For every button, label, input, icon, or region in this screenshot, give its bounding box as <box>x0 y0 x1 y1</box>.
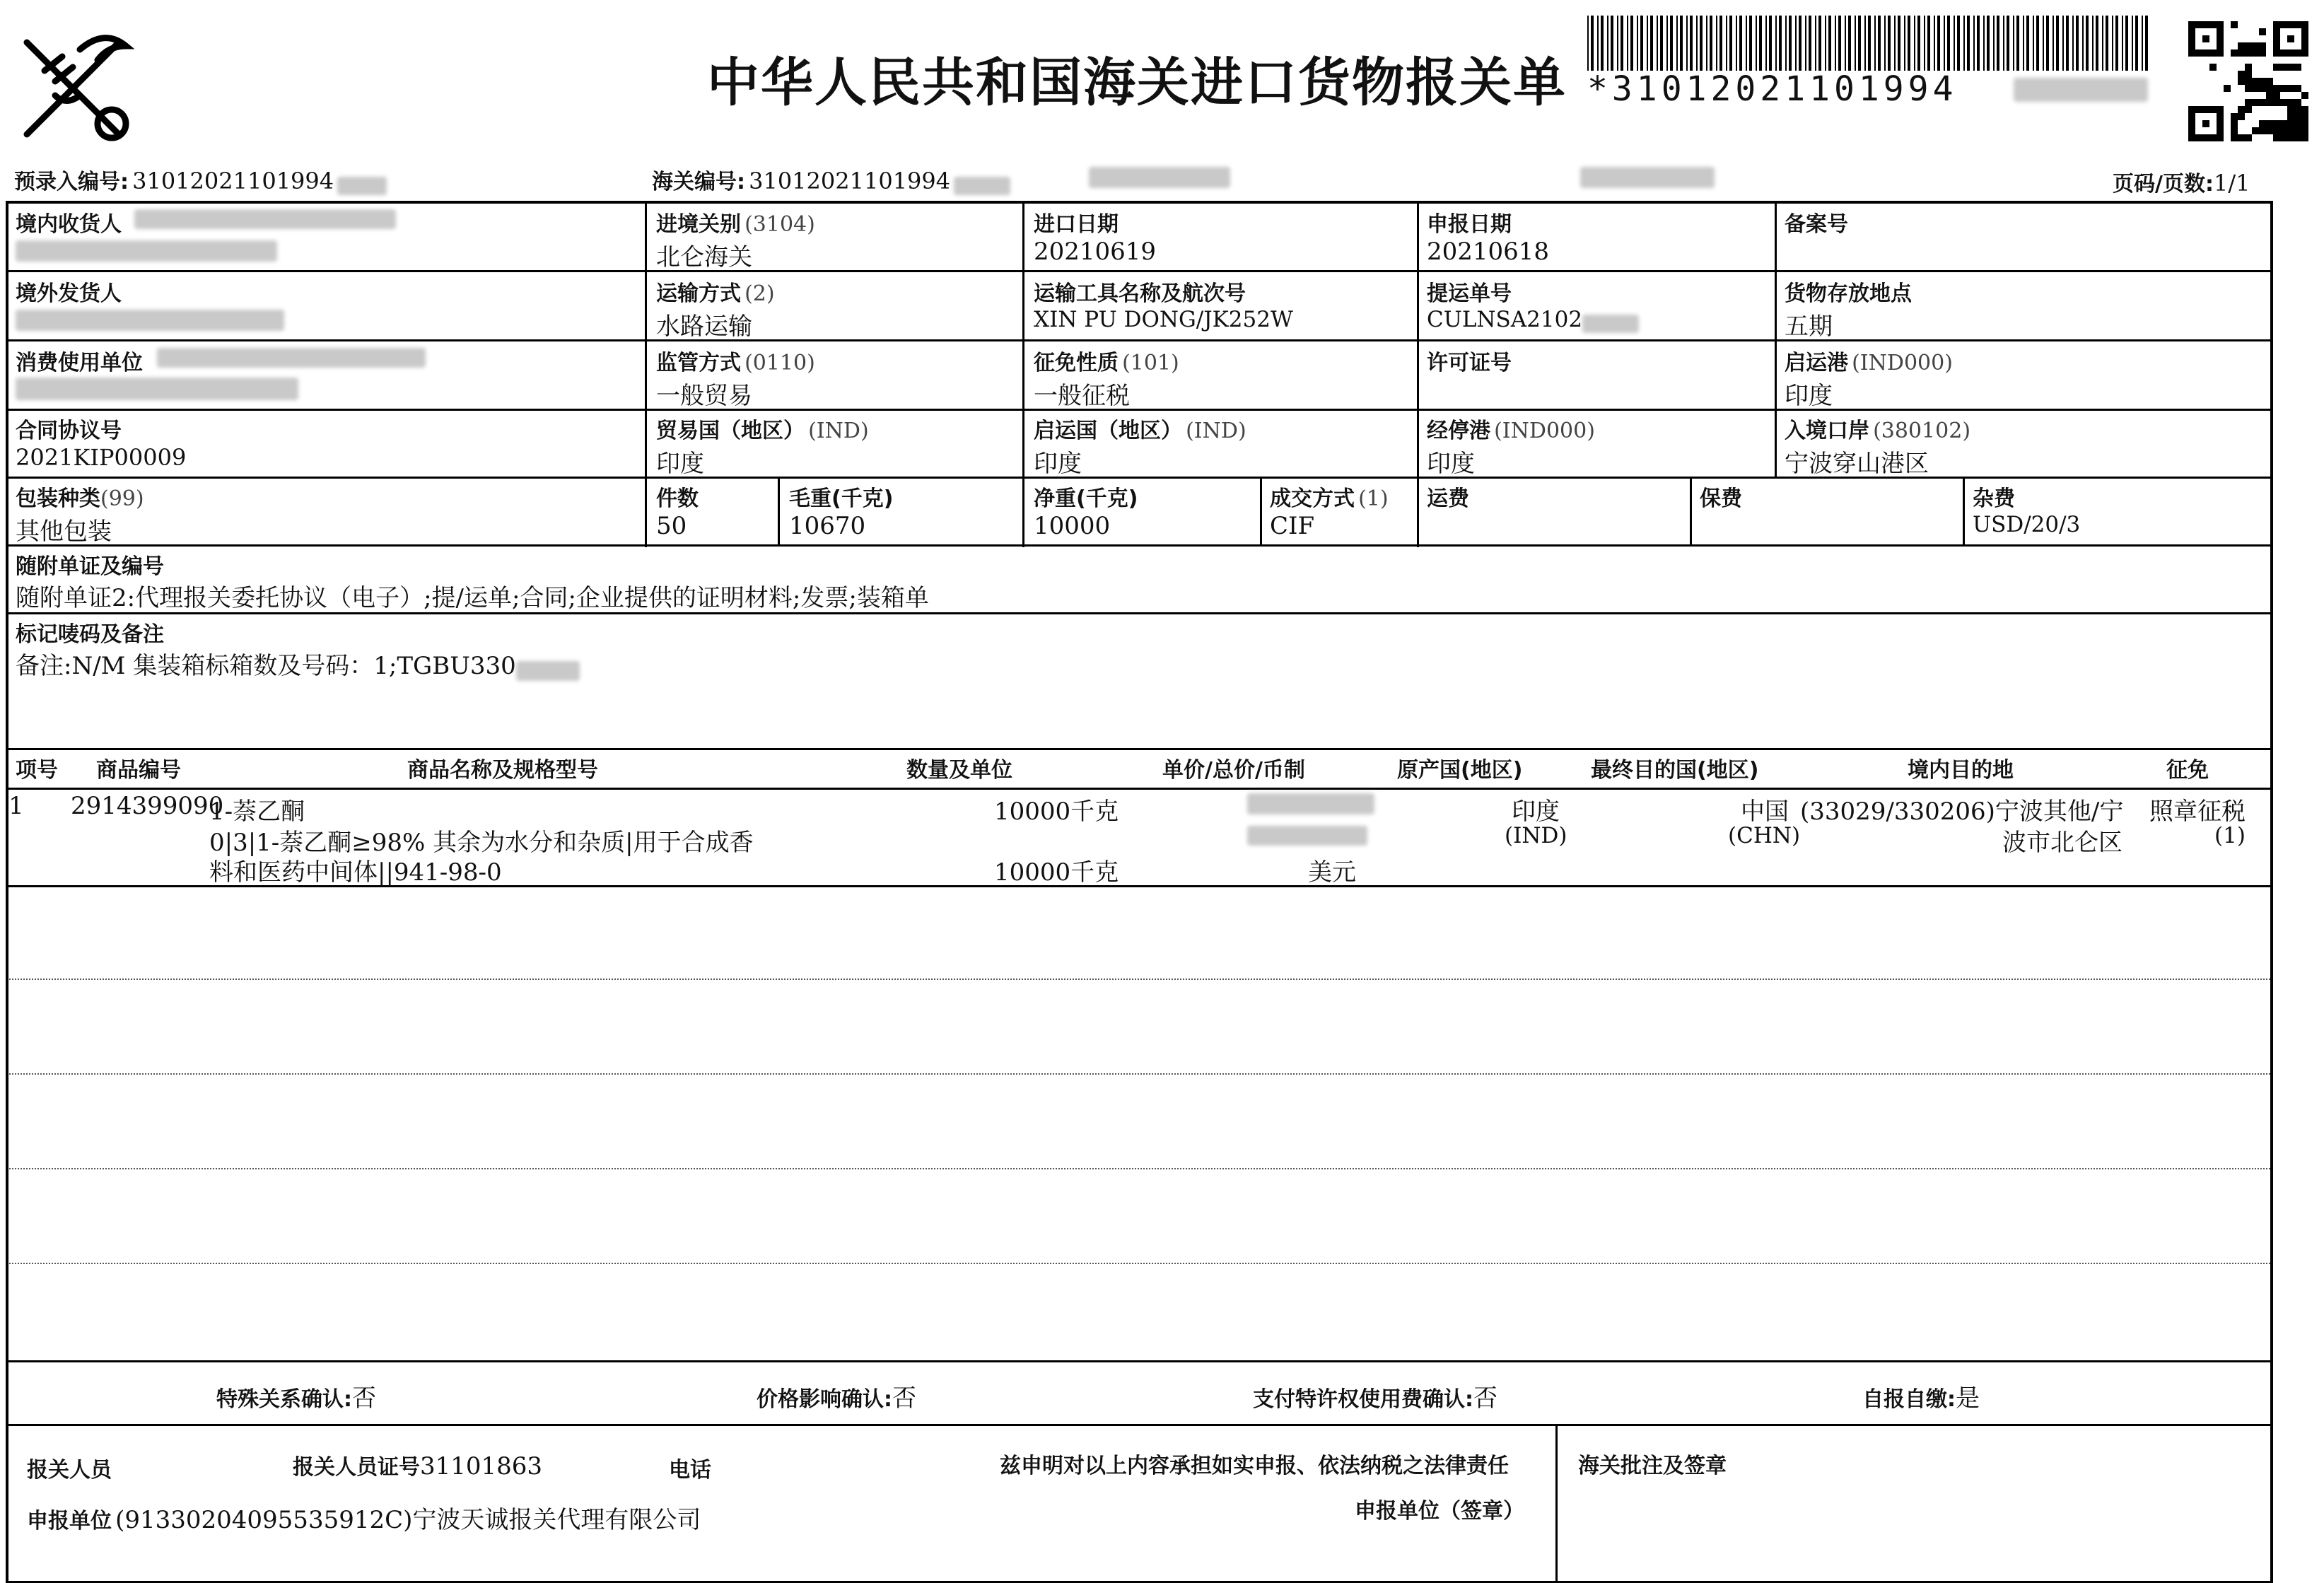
grid-line <box>6 544 2273 547</box>
net-weight-value: 10000 <box>1034 512 1111 540</box>
entry-port-value: 宁波穿山港区 <box>1785 450 1929 478</box>
unit-seal-label: 申报单位（签章） <box>1355 1499 1524 1524</box>
pieces-label: 件数 <box>656 486 699 511</box>
transport-mode-value: 水路运输 <box>656 312 752 341</box>
grid-line <box>6 748 2273 750</box>
record-no-label: 备案号 <box>1785 212 1848 237</box>
net-weight-label: 净重(千克) <box>1034 486 1138 511</box>
row-separator <box>6 979 2273 980</box>
package-value: 其他包装 <box>16 518 112 546</box>
redacted-consignee-code <box>134 209 396 229</box>
grid-line <box>6 270 2273 272</box>
declare-date-label: 申报日期 <box>1427 212 1512 237</box>
special-relation-confirm: 特殊关系确认:否 <box>216 1384 376 1413</box>
entry-customs-value: 北仑海关 <box>656 243 752 271</box>
customs-emblem-logo <box>13 28 147 148</box>
gross-weight-value: 10670 <box>789 512 866 540</box>
col-final-dest: 最终目的国(地区) <box>1591 758 1759 783</box>
misc-fee-label: 杂费 <box>1973 486 2015 511</box>
declare-date-value: 20210618 <box>1427 238 1550 266</box>
redacted-consumer-name <box>16 378 298 400</box>
col-quantity: 数量及单位 <box>906 758 1012 783</box>
contract-label: 合同协议号 <box>16 419 122 443</box>
qr-code <box>2188 21 2308 141</box>
redacted-total-price <box>1247 826 1367 846</box>
customs-number: 海关编号: 31012021101994 <box>652 164 1010 195</box>
grid-line <box>1555 1424 1558 1582</box>
consumer-label: 消费使用单位 <box>16 351 143 375</box>
grid-line <box>645 201 647 547</box>
supervision-field: 监管方式 (0110) <box>656 351 815 375</box>
redacted-header-field <box>1089 167 1230 188</box>
grid-line <box>6 201 8 1582</box>
consignee-label: 境内收货人 <box>16 212 122 237</box>
customs-sign-label: 海关批注及签章 <box>1578 1454 1727 1478</box>
page-number: 页码/页数:1/1 <box>2113 170 2250 197</box>
col-origin: 原产国(地区) <box>1397 758 1523 783</box>
self-declare-confirm: 自报自缴:是 <box>1862 1384 1980 1413</box>
grid-line <box>1690 477 1692 546</box>
marks-label: 标记唛码及备注 <box>16 622 164 647</box>
redacted-consignee-name <box>16 240 277 262</box>
redacted-header-field <box>1580 167 1715 188</box>
grid-line <box>778 477 780 546</box>
grid-line <box>6 339 2273 341</box>
package-field: 包装种类(99) <box>16 486 144 511</box>
final-destination-code: (CHN) <box>1728 823 1801 848</box>
trade-country-field: 贸易国（地区） (IND) <box>656 419 869 443</box>
shipper-label: 境外发货人 <box>16 281 122 306</box>
import-date-label: 进口日期 <box>1034 212 1119 237</box>
grid-line <box>6 477 2273 479</box>
preentry-number: 预录入编号: 31012021101994 <box>14 164 387 195</box>
col-hs-code: 商品编号 <box>96 758 181 783</box>
deal-value: CIF <box>1270 512 1315 540</box>
grid-line <box>6 201 2273 204</box>
insurance-label: 保费 <box>1700 486 1742 511</box>
legal-statement: 兹申明对以上内容承担如实申报、依法纳税之法律责任 <box>1000 1454 1509 1478</box>
item-no: 1 <box>8 792 24 820</box>
import-date-value: 20210619 <box>1034 238 1157 266</box>
grid-line <box>6 1424 2273 1426</box>
levy-field: 征免性质 (101) <box>1034 351 1179 375</box>
transit-port-value: 印度 <box>1427 450 1475 478</box>
royalty-confirm: 支付特许权使用费确认:否 <box>1253 1384 1497 1413</box>
grid-line <box>1963 477 1965 546</box>
storage-label: 货物存放地点 <box>1785 281 1912 306</box>
phone-label: 电话 <box>669 1458 711 1483</box>
col-domestic-dest: 境内目的地 <box>1908 758 2014 783</box>
grid-line <box>1417 201 1419 547</box>
pieces-value: 50 <box>656 512 687 540</box>
levy-method-code: (1) <box>2214 823 2246 848</box>
vessel-label: 运输工具名称及航次号 <box>1034 281 1246 306</box>
barcode <box>1587 16 2153 76</box>
transport-mode-field: 运输方式 (2) <box>656 281 775 306</box>
grid-line <box>6 788 2273 790</box>
redacted-unit-price <box>1247 793 1374 814</box>
origin-country: 印度 <box>1512 798 1560 826</box>
grid-line <box>1022 201 1024 547</box>
departure-port-field: 启运港 (IND000) <box>1785 351 1953 375</box>
vessel-value: XIN PU DONG/JK252W <box>1034 307 1293 332</box>
declarant-label: 报关人员 <box>27 1458 112 1483</box>
currency: 美元 <box>1308 858 1356 887</box>
supervision-value: 一般贸易 <box>656 382 752 410</box>
license-label: 许可证号 <box>1427 351 1512 375</box>
redacted-consumer-code <box>157 348 426 368</box>
grid-line <box>1260 477 1262 546</box>
grid-line <box>6 1360 2273 1362</box>
trade-country-value: 印度 <box>656 450 704 478</box>
misc-fee-value: USD/20/3 <box>1973 512 2081 537</box>
goods-spec-line2: 料和医药中间体||941-98-0 <box>209 858 502 887</box>
grid-line <box>2270 201 2273 1582</box>
bl-value: CULNSA2102 <box>1427 307 1639 333</box>
gross-weight-label: 毛重(千克) <box>789 486 894 511</box>
price-impact-confirm: 价格影响确认:否 <box>757 1384 916 1413</box>
departure-country-field: 启运国（地区） (IND) <box>1034 419 1246 443</box>
deal-field: 成交方式 (1) <box>1270 486 1389 511</box>
declaring-unit: 申报单位 (91330204095535912C)宁波天诚报关代理有限公司 <box>27 1506 701 1534</box>
quantity-2: 10000千克 <box>994 858 1119 887</box>
marks-value: 备注:N/M 集装箱标箱数及号码：1;TGBU330 <box>16 646 580 681</box>
entry-port-field: 入境口岸 (380102) <box>1785 419 1971 443</box>
row-separator <box>6 1073 2273 1075</box>
domestic-destination-line1: (33029/330206)宁波其他/宁 <box>1800 798 2124 826</box>
origin-code: (IND) <box>1505 823 1567 848</box>
col-levy: 征免 <box>2166 758 2209 783</box>
goods-name: 1-萘乙酮 <box>209 798 305 826</box>
bl-label: 提运单号 <box>1427 281 1512 306</box>
barcode-number: *31012021101994 <box>1587 69 1958 109</box>
col-name-spec: 商品名称及规格型号 <box>407 758 598 783</box>
levy-method: 照章征税 <box>2149 798 2246 826</box>
grid-line <box>1775 201 1777 478</box>
domestic-destination-line2: 波市北仑区 <box>2002 829 2122 857</box>
freight-label: 运费 <box>1427 486 1469 511</box>
col-item-no: 项号 <box>16 758 58 783</box>
levy-value: 一般征税 <box>1034 382 1130 410</box>
row-separator <box>6 1168 2273 1169</box>
departure-country-value: 印度 <box>1034 450 1082 478</box>
contract-value: 2021KIP00009 <box>16 444 187 471</box>
redacted-barcode-suffix <box>2014 78 2148 102</box>
declarant-cert: 报关人员证号31101863 <box>293 1452 543 1480</box>
entry-customs-field: 进境关别 (3104) <box>656 212 815 237</box>
col-price: 单价/总价/币制 <box>1162 758 1305 783</box>
document-title: 中华人民共和国海关进口货物报关单 <box>707 52 1567 113</box>
departure-port-value: 印度 <box>1785 382 1833 410</box>
redacted-shipper-name <box>16 310 284 331</box>
grid-line <box>6 409 2273 411</box>
quantity-1: 10000千克 <box>994 798 1119 826</box>
docs-value: 随附单证2:代理报关委托协议（电子）;提/运单;合同;企业提供的证明材料;发票;装箱单 <box>16 584 929 612</box>
goods-spec-line1: 0|3|1-萘乙酮≥98% 其余为水分和杂质|用于合成香 <box>209 829 754 857</box>
final-destination: 中国 <box>1741 798 1789 826</box>
docs-label: 随附单证及编号 <box>16 554 164 579</box>
row-separator <box>6 1263 2273 1264</box>
hs-code: 2914399090 <box>71 792 224 820</box>
storage-value: 五期 <box>1785 312 1833 341</box>
transit-port-field: 经停港 (IND000) <box>1427 419 1595 443</box>
